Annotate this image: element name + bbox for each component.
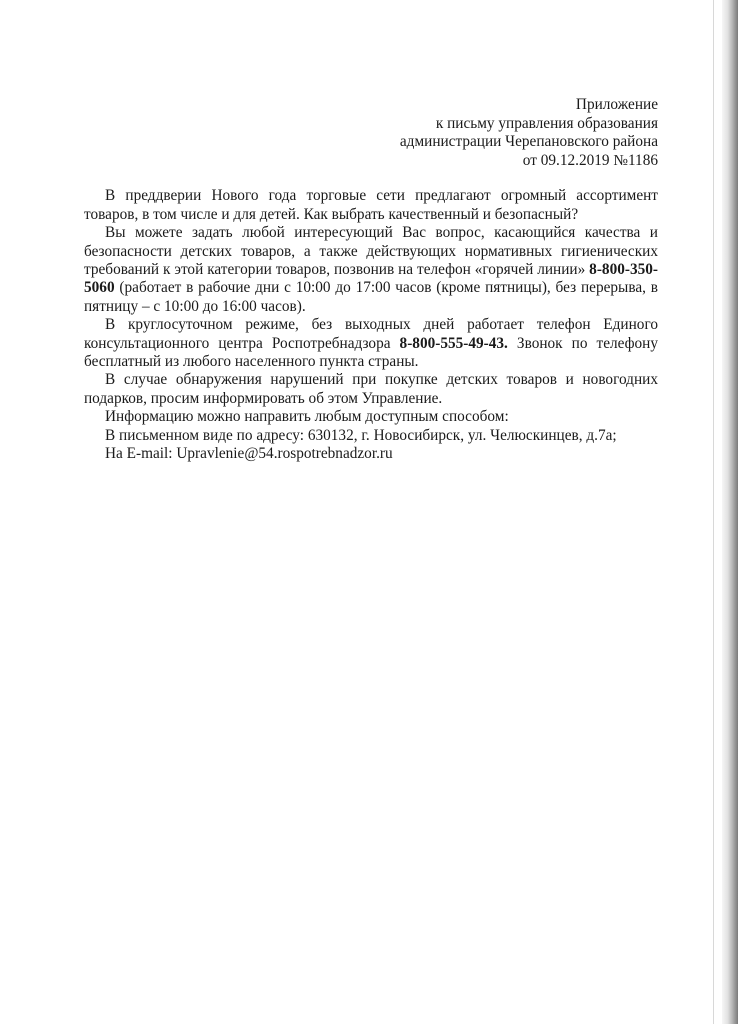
letter-text: [84, 187, 658, 463]
paragraph-email: На E-mail: Upravlenie@54.rospotrebnadzor.ru: [105, 445, 393, 463]
consult-text-after: Звонок по телефону бесплатный из любого населенного пункта страны.: [84, 334, 658, 371]
document-body: [84, 96, 658, 463]
attachment-line-letter: к письму управления образования: [435, 114, 658, 132]
consult-phone: 8-800-555-49-43.: [399, 334, 508, 352]
paragraph-violations: В случае обнаружения нарушений при покупке детских товаров и новогодних подарков, просим информировать об этом Управление.: [84, 371, 658, 407]
paragraph-consult-center: [84, 316, 658, 371]
consult-text-before: В круглосуточном режиме, без выходных дней работает телефон Единого консультационного центра Роспотребнадзора: [84, 316, 658, 352]
hotline-phone: 8-800-350-5060: [84, 261, 658, 297]
paragraph-ways: Информацию можно направить любым доступным способом:: [105, 408, 509, 426]
attachment-header: [84, 96, 658, 170]
hotline-text-before: Вы можете задать любой интересующий Вас вопрос, касающийся качества и безопасности детских товаров, а также действующих нормативных гигиенических требований к этой категории товаров, позвонив на телефон «горячей линии»: [84, 224, 658, 278]
attachment-line-administration: администрации Черепановского района: [399, 133, 658, 151]
attachment-title: Приложение: [575, 96, 658, 113]
scan-edge: [722, 0, 738, 1024]
paragraph-hotline: [84, 224, 658, 316]
scan-line: [713, 0, 714, 1024]
hotline-text-after: (работает в рабочие дни с 10:00 до 17:00 часов (кроме пятницы), без перерыва, в пятницу – с 10:00 до 16:00 часов).: [84, 279, 658, 315]
paragraph-address: В письменном виде по адресу: 630132, г. Новосибирск, ул. Челюскинцев, д.7а;: [105, 426, 617, 444]
attachment-line-date-number: от 09.12.2019 №1186: [522, 151, 658, 169]
paragraph-intro: В преддверии Нового года торговые сети предлагают огромный ассортимент товаров, в том числе и для детей. Как выбрать качественный и безопасный?: [84, 187, 658, 223]
